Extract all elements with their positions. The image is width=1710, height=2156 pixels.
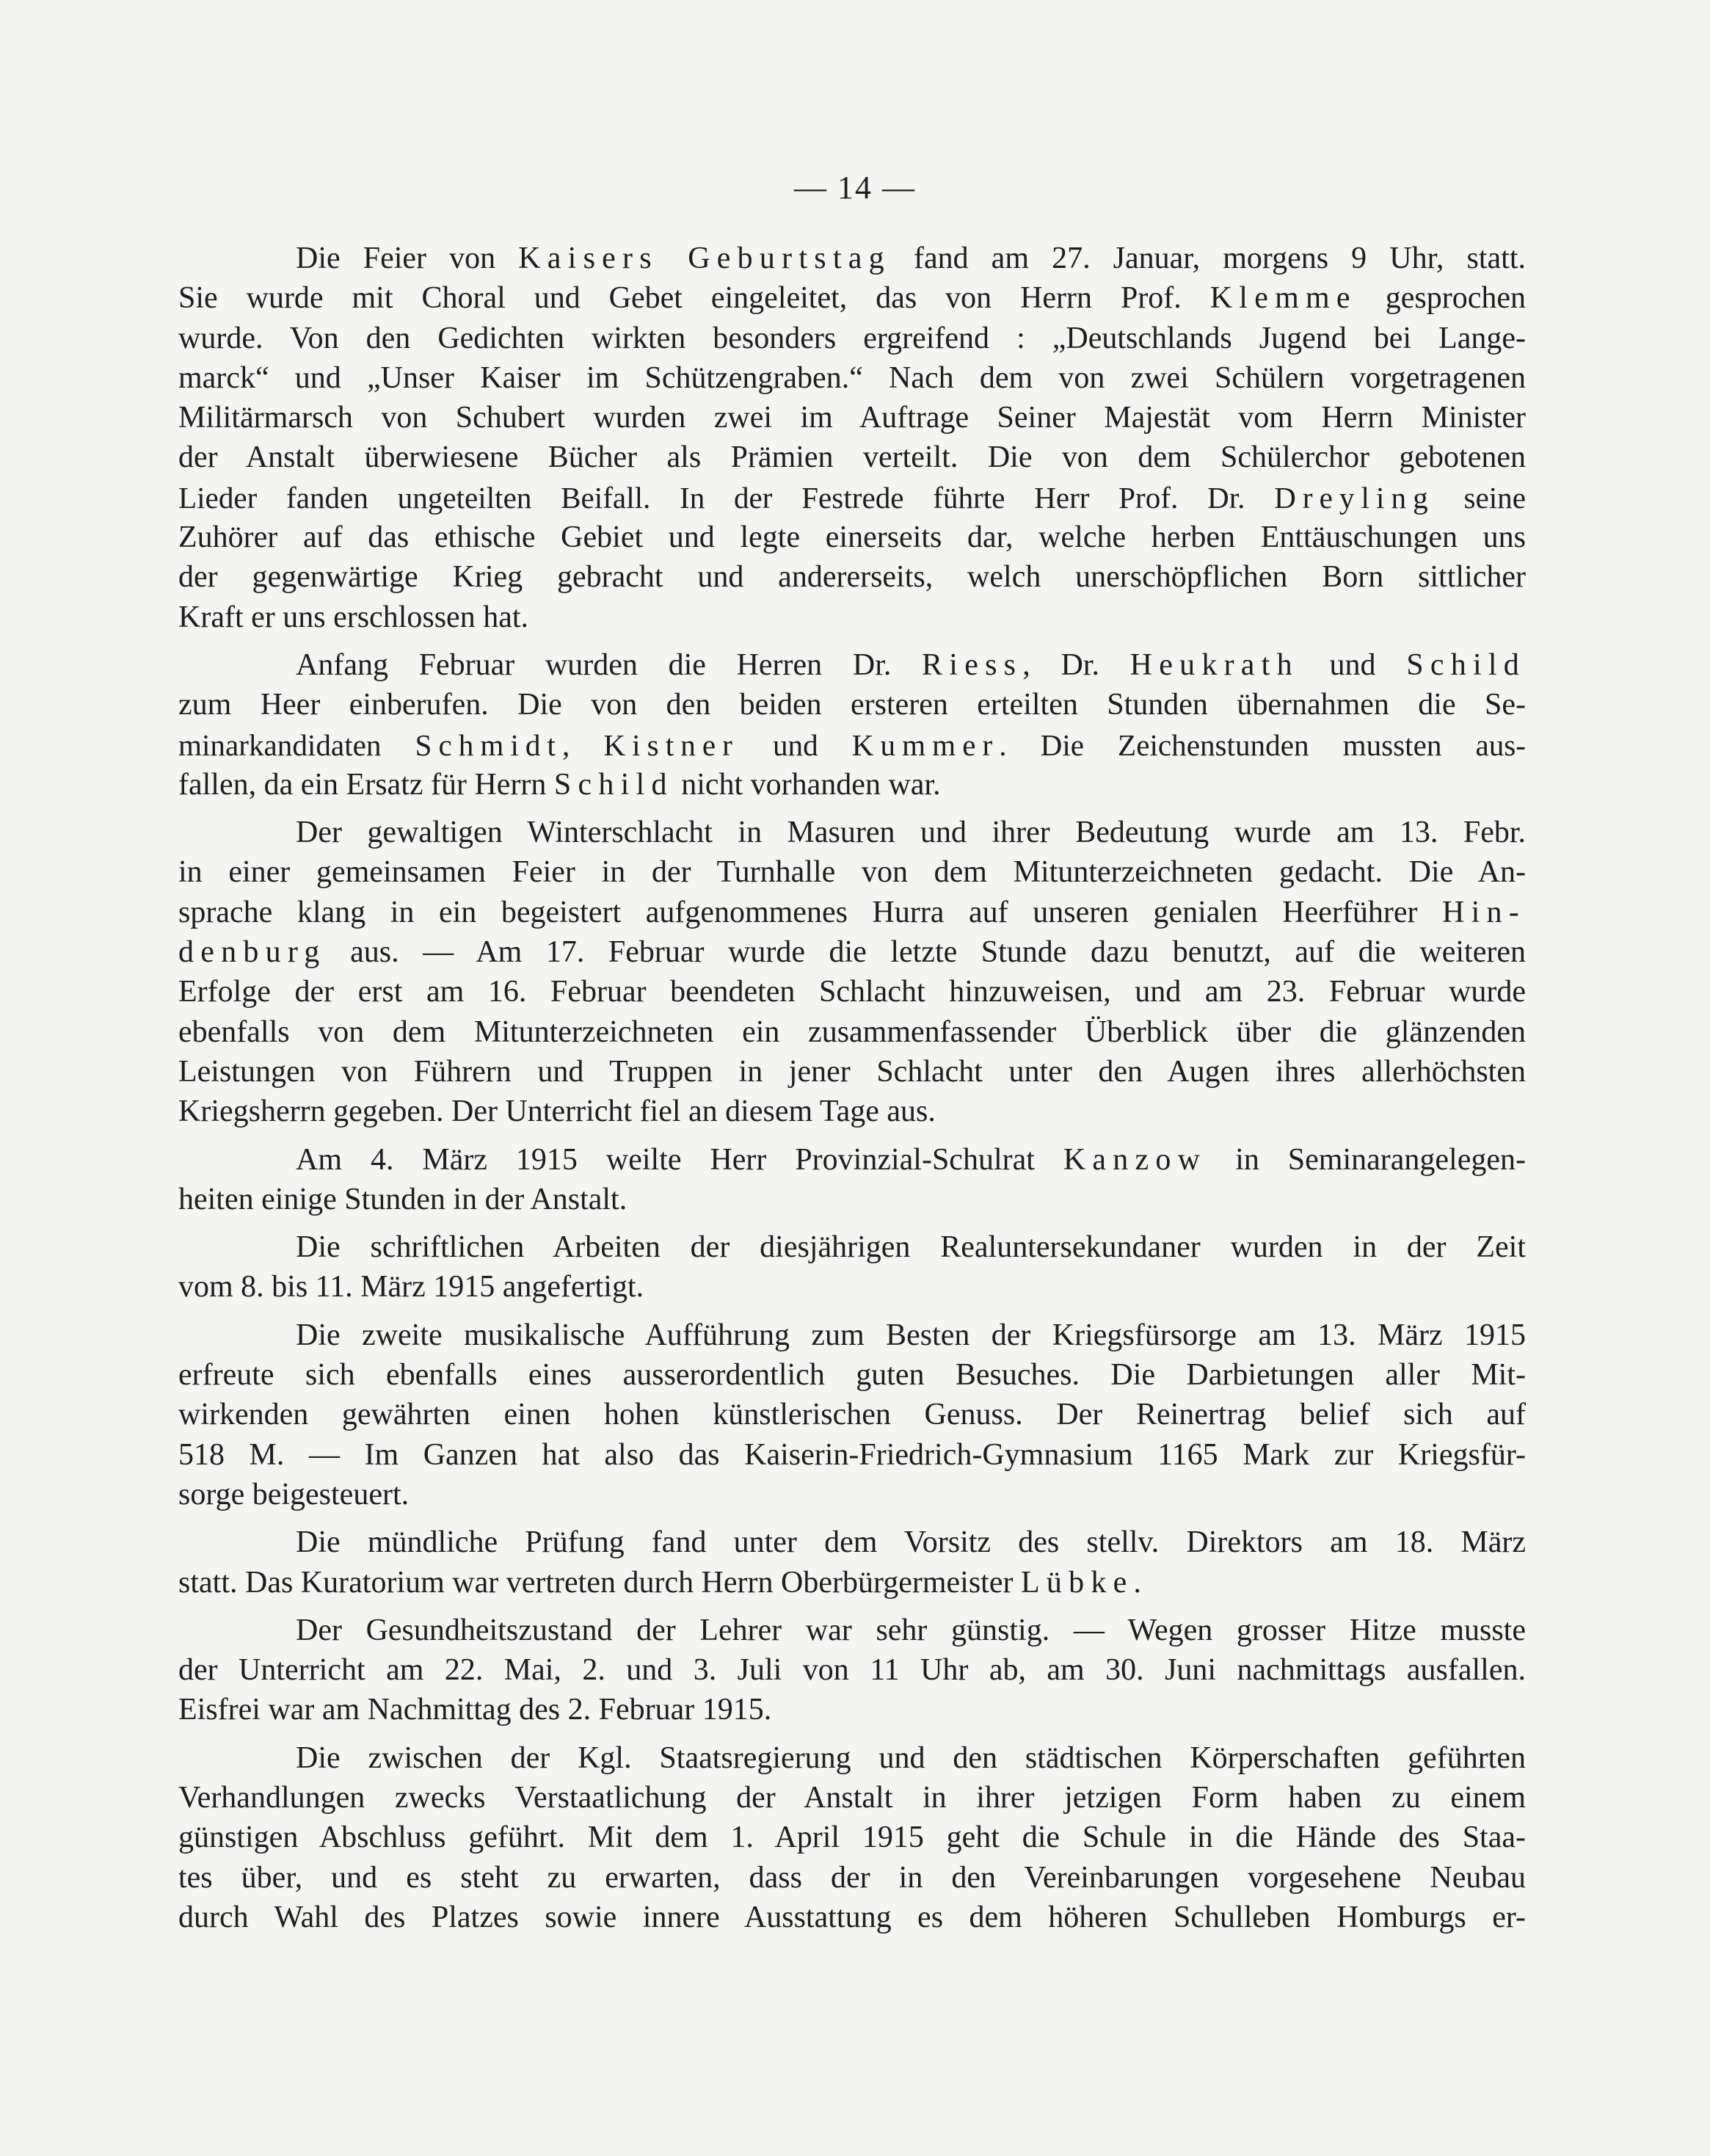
text-line [178, 438, 1526, 477]
spaced-name: Dreyling [1274, 480, 1435, 515]
text-line [178, 518, 1526, 557]
text-segment: . [1133, 1565, 1141, 1600]
text-segment: heiten einige Stunden in der Anstalt. [178, 1182, 627, 1216]
text-line [178, 1267, 1526, 1307]
document-body [178, 239, 1526, 1937]
spaced-name: Schmidt [415, 727, 563, 762]
paragraph [178, 1227, 1526, 1307]
text-line [178, 1650, 1526, 1690]
text-segment: Lieder fanden ungeteilten Beifall. In der Festrede führte Herr Prof. Dr. [178, 480, 1275, 515]
paragraph [178, 1611, 1526, 1730]
text-segment: Zuhörer auf das ethische Gebiet und legte einerseits dar, welche herben Enttäuschungen uns [178, 520, 1526, 555]
text-line [178, 1522, 1526, 1562]
spaced-name: denburg [178, 935, 327, 970]
text-segment: Die Feier von [296, 242, 519, 275]
text-line [178, 685, 1526, 725]
text-segment: sprache klang in ein begeistert aufgenommenes Hurra auf unseren genialen Heerführer [178, 895, 1443, 929]
text-line [178, 1052, 1526, 1092]
paragraph [178, 239, 1526, 637]
text-line [178, 1563, 1526, 1603]
text-segment: Erfolge der erst am 16. Februar beendeten Schlacht hinzuweisen, und am 23. Februar wurde [178, 975, 1526, 1009]
spaced-name: Klemme [1209, 281, 1357, 316]
paragraph [178, 1522, 1526, 1603]
text-line [178, 398, 1526, 438]
text-segment: Der gewaltigen Winterschlacht in Masuren und ihrer Bedeutung wurde am 13. Febr. [296, 816, 1526, 850]
text-line [178, 1475, 1526, 1514]
text-line [178, 725, 1526, 765]
text-line [178, 1140, 1526, 1180]
text-line [178, 1435, 1526, 1475]
text-segment: marck“ und „Unser Kaiser im Schützengraben.“ Nach dem von zwei Schülern vorgetragenen [178, 360, 1526, 395]
text-line [178, 358, 1526, 398]
text-line [178, 1092, 1526, 1131]
text-segment: Die mündliche Prüfung fand unter dem Vorsitz des stellv. Direktors am 18. März [296, 1525, 1526, 1560]
text-segment: aus. — Am 17. Februar wurde die letzte Stunde dazu benutzt, auf die weiteren [326, 935, 1526, 970]
text-segment: fand am 27. Januar, morgens 9 Uhr, statt. [890, 242, 1526, 275]
text-line [178, 319, 1526, 358]
text-segment: der Anstalt überwiesene Bücher als Prämien verteilt. Die von dem Schülerchor gebotenen [178, 440, 1526, 475]
text-segment: 518 M. — Im Ganzen hat also das Kaiserin-Friedrich-Gymnasium 1165 Mark zur Kriegsfür- [178, 1437, 1526, 1472]
text-line [178, 1778, 1526, 1818]
text-segment: der gegenwärtige Krieg gebracht und andererseits, welch unerschöpflichen Born sittlicher [178, 560, 1526, 595]
text-segment: Sie wurde mit Choral und Gebet eingeleitet, das von Herrn Prof. [178, 281, 1210, 316]
text-line [178, 598, 1526, 637]
spaced-name: Schild [1406, 647, 1526, 682]
text-segment: gesprochen [1356, 281, 1526, 316]
text-line [178, 932, 1526, 972]
spaced-name: Kaisers Geburtstag [518, 242, 891, 275]
page-number: — 14 — [794, 170, 916, 206]
text-line [178, 1898, 1526, 1937]
text-segment: Verhandlungen zwecks Verstaatlichung der Anstalt in ihrer jetzigen Form haben zu einem [178, 1780, 1526, 1815]
text-segment: und [738, 727, 852, 762]
text-line [178, 1012, 1526, 1052]
text-segment: Die zwischen der Kgl. Staatsregierung und den städtischen Körperschaften geführten [296, 1741, 1526, 1775]
text-segment: und [1298, 647, 1407, 682]
text-segment: in einer gemeinsamen Feier in der Turnhalle von dem Mitunterzeichneten gedacht. Die An- [178, 855, 1526, 890]
text-segment: günstigen Abschluss geführt. Mit dem 1. April 1915 geht die Schule in die Hände des Staa- [178, 1821, 1526, 1855]
text-segment: wurde. Von den Gedichten wirkten besonders ergreifend : „Deutschlands Jugend bei Lange- [178, 321, 1526, 355]
text-segment: fallen, da ein Ersatz für Herrn [178, 767, 554, 802]
paragraph [178, 1738, 1526, 1937]
text-segment: Leistungen von Führern und Truppen in jener Schlacht unter den Augen ihres allerhöchsten [178, 1054, 1526, 1089]
spaced-name: Kanzow [1063, 1142, 1207, 1177]
text-segment: Die schriftlichen Arbeiten der diesjährigen Realuntersekundaner wurden in der Zeit [296, 1230, 1526, 1265]
text-line [178, 645, 1526, 685]
text-segment: wirkenden gewährten einen hohen künstlerischen Genuss. Der Reinertrag belief sich auf [178, 1398, 1526, 1432]
text-line [178, 478, 1526, 518]
text-line [178, 1227, 1526, 1267]
text-segment: Kriegsherrn gegeben. Der Unterricht fiel an diesem Tage aus. [178, 1095, 936, 1129]
text-segment: Militärmarsch von Schubert wurden zwei im Auftrage Seiner Majestät vom Herrn Minister [178, 401, 1526, 435]
text-segment: zum Heer einberufen. Die von den beiden ersteren erteilten Stunden übernahmen die Se- [178, 688, 1526, 722]
text-line [178, 557, 1526, 597]
text-segment: Die zweite musikalische Aufführung zum Besten der Kriegsfürsorge am 13. März 1915 [296, 1318, 1526, 1352]
text-segment: tes über, und es steht zu erwarten, dass der in den Vereinbarungen vorgesehene Neubau [178, 1860, 1526, 1895]
text-line [178, 1611, 1526, 1650]
text-line [178, 765, 1526, 805]
text-segment: erfreute sich ebenfalls eines ausserordentlich guten Besuches. Die Darbietungen aller Mit- [178, 1358, 1526, 1393]
text-line [178, 239, 1526, 278]
text-line [178, 852, 1526, 892]
text-segment: Anfang Februar wurden die Herren Dr. [296, 647, 923, 682]
text-segment: statt. Das Kuratorium war vertreten durch Herrn Oberbürgermeister [178, 1565, 1021, 1600]
paragraph [178, 1315, 1526, 1514]
text-segment: minarkandidaten [178, 727, 415, 762]
text-line [178, 1315, 1526, 1355]
spaced-name: Kistner [603, 727, 739, 762]
text-segment: Am 4. März 1915 weilte Herr Provinzial-Schulrat [296, 1142, 1063, 1177]
text-line [178, 813, 1526, 852]
spaced-name: Heukrath [1129, 647, 1299, 682]
text-segment: ebenfalls von dem Mitunterzeichneten ein zusammenfassender Überblick über die glänzenden [178, 1015, 1526, 1049]
text-line [178, 1355, 1526, 1395]
spaced-name: Schild [553, 767, 674, 802]
paragraph [178, 645, 1526, 805]
spaced-name: Riess [922, 647, 1023, 682]
text-line [178, 1690, 1526, 1729]
text-line [178, 893, 1526, 932]
text-segment: Der Gesundheitszustand der Lehrer war sehr günstig. — Wegen grosser Hitze musste [296, 1613, 1526, 1647]
paragraph [178, 813, 1526, 1131]
spaced-name: Kummer [851, 727, 1000, 762]
text-line [178, 1395, 1526, 1434]
text-line [178, 1738, 1526, 1778]
text-segment: . Die Zeichenstunden mussten aus- [999, 727, 1527, 762]
text-segment: in Seminarangelegen- [1207, 1142, 1526, 1177]
text-segment: der Unterricht am 22. Mai, 2. und 3. Juli von 11 Uhr ab, am 30. Juni nachmittags ausfallen. [178, 1653, 1526, 1688]
text-line [178, 1180, 1526, 1219]
text-segment: seine [1434, 480, 1526, 515]
text-segment: nicht vorhanden war. [673, 767, 941, 802]
paragraph [178, 1140, 1526, 1220]
text-segment: sorge beigesteuert. [178, 1477, 410, 1511]
text-line [178, 1818, 1526, 1857]
text-segment: Eisfrei war am Nachmittag des 2. Februar 1915. [178, 1693, 772, 1727]
text-line [178, 1858, 1526, 1898]
text-line [178, 972, 1526, 1012]
text-segment: , [562, 727, 604, 762]
spaced-name: Lübke [1020, 1565, 1134, 1600]
text-segment: Kraft er uns erschlossen hat. [178, 600, 529, 634]
text-segment: vom 8. bis 11. März 1915 angefertigt. [178, 1270, 644, 1304]
text-line [178, 278, 1526, 318]
spaced-name: Hin- [1442, 895, 1526, 929]
text-segment: durch Wahl des Platzes sowie innere Ausstattung es dem höheren Schulleben Homburgs er- [178, 1900, 1526, 1934]
text-segment: , Dr. [1022, 647, 1130, 682]
